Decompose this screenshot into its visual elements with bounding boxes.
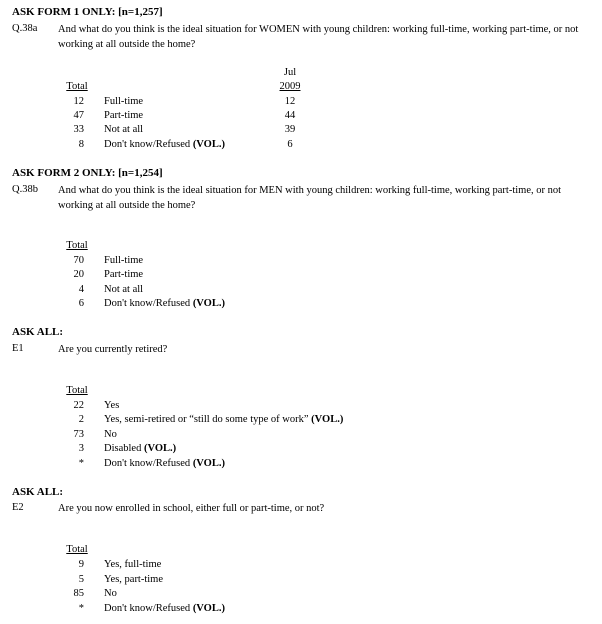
row-label: Disabled (VOL.) (104, 443, 177, 454)
total-value: * (78, 603, 84, 614)
row-label: Don't know/Refused (VOL.) (104, 139, 225, 150)
row-label: Not at all (104, 124, 144, 135)
row-label: Not at all (104, 284, 144, 295)
row-label: Don't know/Refused (VOL.) (104, 603, 225, 614)
jul2009-value: 12 (284, 96, 296, 107)
total-value: 8 (78, 139, 84, 150)
total-value: 5 (78, 574, 84, 585)
section-header: ASK FORM 1 ONLY: [n=1,257] (12, 6, 163, 18)
row-label: Part-time (104, 110, 144, 121)
total-value: 85 (73, 588, 84, 599)
total-value: * (78, 458, 84, 469)
total-value: 4 (78, 284, 84, 295)
row-label: Yes, semi-retired or “still do some type of work” (VOL.) (104, 414, 344, 425)
jul2009-value: 44 (284, 110, 296, 121)
question-id: E2 (12, 502, 24, 513)
row-label: Don't know/Refused (VOL.) (104, 298, 225, 309)
row-label: No (104, 588, 117, 599)
section-header: ASK FORM 2 ONLY: [n=1,254] (12, 167, 163, 179)
question-text: And what do you think is the ideal situation for MEN with young children: working full-time, working part-time, or not working at all outside the home? (58, 185, 562, 211)
question-text: Are you now enrolled in school, either full or part-time, or not? (58, 503, 325, 514)
jul2009-value: 6 (287, 139, 293, 150)
jul2009-value: 39 (284, 124, 296, 135)
row-label: Part-time (104, 269, 144, 280)
total-value: 3 (78, 443, 84, 454)
question-id: Q.38a (12, 23, 38, 34)
question-id: Q.38b (12, 184, 38, 195)
total-value: 2 (78, 414, 84, 425)
total-value: 20 (73, 269, 84, 280)
total-value: 12 (73, 96, 84, 107)
column-header-jul: Jul (283, 67, 297, 78)
total-value: 70 (73, 255, 84, 266)
section-header: ASK ALL: (12, 486, 64, 498)
question-id: E1 (12, 343, 24, 354)
row-label: Full-time (104, 96, 144, 107)
row-label: Yes (104, 400, 120, 411)
total-value: 22 (73, 400, 84, 411)
column-header-total: Total (66, 240, 88, 251)
total-value: 9 (78, 559, 84, 570)
row-label: No (104, 429, 117, 440)
question-text: Are you currently retired? (58, 344, 168, 355)
row-label: Yes, full-time (104, 559, 162, 570)
column-header-2009: 2009 (279, 81, 301, 92)
column-header-total: Total (66, 385, 88, 396)
column-header-total: Total (66, 544, 88, 555)
total-value: 73 (73, 429, 84, 440)
total-value: 47 (73, 110, 84, 121)
row-label: Full-time (104, 255, 144, 266)
section-header: ASK ALL: (12, 326, 64, 338)
total-value: 33 (73, 124, 84, 135)
question-text: And what do you think is the ideal situation for WOMEN with young children: working full-time, working part-time, or not working at all outside the home? (58, 24, 579, 50)
row-label: Don't know/Refused (VOL.) (104, 458, 225, 469)
row-label: Yes, part-time (104, 574, 164, 585)
total-value: 6 (78, 298, 84, 309)
column-header-total: Total (66, 81, 88, 92)
